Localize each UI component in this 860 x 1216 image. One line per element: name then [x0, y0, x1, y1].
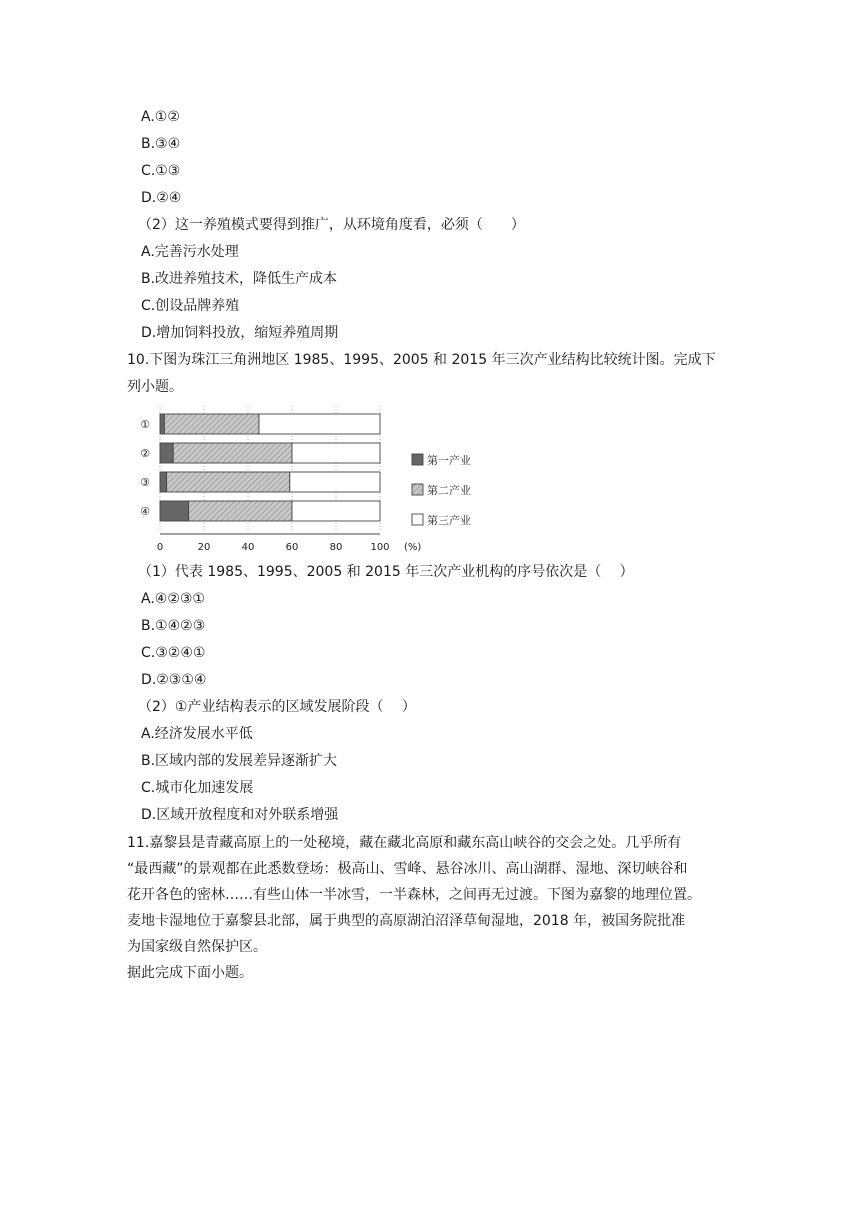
- chart-legend: [412, 453, 471, 527]
- sub-question-2: （2）这一养殖模式要得到推广，从环境角度看，必须（ ）: [138, 217, 525, 233]
- x-tick-label: 0: [156, 542, 164, 553]
- bar-segment: [292, 501, 380, 521]
- question-10-stem-cont: 列小题。: [127, 379, 183, 395]
- option-c: C.①③: [141, 163, 181, 179]
- x-tick-label: 80: [329, 542, 343, 553]
- chart-category-labels: [140, 418, 150, 518]
- bar-segment: [160, 501, 189, 521]
- option-c: C.创设品牌养殖: [141, 298, 240, 314]
- option-d: D.②④: [141, 190, 182, 206]
- bar-segment: [164, 414, 259, 434]
- option-a: A.完善污水处理: [141, 244, 239, 260]
- question-10-stem: 10.下图为珠江三角洲地区 1985、1995、2005 和 2015 年三次产业结构比较统计图。完成下: [127, 352, 716, 368]
- x-tick-label: 60: [285, 542, 299, 553]
- chart-tick-labels: [157, 542, 390, 553]
- option-a: A.经济发展水平低: [141, 726, 253, 742]
- x-tick-label: 40: [241, 542, 255, 553]
- x-tick-label: 20: [197, 542, 211, 553]
- bar-segment: [292, 443, 380, 463]
- category-label: ②: [140, 447, 150, 460]
- legend-label: 第三产业: [427, 514, 471, 527]
- bar-segment: [173, 443, 292, 463]
- option-b: B.①④②③: [141, 618, 206, 634]
- passage-line: 11.嘉黎县是青藏高原上的一处秘境，藏在藏北高原和藏东高山峡谷的交会之处。几乎所有: [127, 835, 682, 851]
- option-c: C.③②④①: [141, 645, 206, 661]
- bar-segment: [259, 414, 380, 434]
- passage-line: 为国家级自然保护区。: [127, 939, 267, 955]
- category-label: ④: [140, 505, 150, 518]
- sub-question-1: （1）代表 1985、1995、2005 和 2015 年三次产业机构的序号依次是（ ）: [138, 564, 634, 580]
- option-b: B.改进养殖技术，降低生产成本: [141, 271, 338, 287]
- passage-line: 花开各色的密林……有些山体一半冰雪，一半森林，之间再无过渡。下图为嘉黎的地理位置。: [127, 887, 701, 903]
- bar-segment: [189, 501, 292, 521]
- sub-question-2: （2）①产业结构表示的区域发展阶段（ ）: [138, 699, 416, 715]
- legend-label: 第二产业: [427, 484, 471, 497]
- x-tick-label: 100: [370, 542, 390, 553]
- bar-segment: [160, 414, 164, 434]
- legend-swatch: [412, 454, 423, 465]
- legend-swatch: [412, 484, 423, 495]
- bar-segment: [167, 472, 290, 492]
- x-axis-unit: (%): [404, 542, 422, 553]
- bar-segment: [290, 472, 380, 492]
- option-c: C.城市化加速发展: [141, 780, 254, 796]
- option-d: D.区域开放程度和对外联系增强: [141, 807, 339, 823]
- option-d: D.②③①④: [141, 672, 207, 688]
- passage-line: “最西藏”的景观都在此悉数登场：极高山、雪峰、悬谷冰川、高山湖群、湿地、深切峡谷和: [127, 861, 688, 877]
- category-label: ③: [140, 476, 150, 489]
- option-d: D.增加饲料投放，缩短养殖周期: [141, 325, 339, 341]
- question-11-passage: [127, 830, 732, 986]
- legend-label: 第一产业: [427, 454, 471, 467]
- option-a: A.④②③①: [141, 591, 205, 607]
- industry-structure-chart: [130, 402, 510, 558]
- bar-segment: [160, 443, 173, 463]
- option-a: A.①②: [141, 109, 180, 125]
- passage-line: 麦地卡湿地位于嘉黎县北部，属于典型的高原湖泊沼泽草甸湿地，2018 年，被国务院批准: [127, 913, 686, 929]
- bar-segment: [160, 472, 167, 492]
- category-label: ①: [140, 418, 150, 431]
- passage-line: 据此完成下面小题。: [127, 965, 253, 981]
- chart-bars: [160, 414, 380, 521]
- legend-swatch: [412, 514, 423, 525]
- option-b: B.区域内部的发展差异逐渐扩大: [141, 753, 338, 769]
- option-b: B.③④: [141, 136, 181, 152]
